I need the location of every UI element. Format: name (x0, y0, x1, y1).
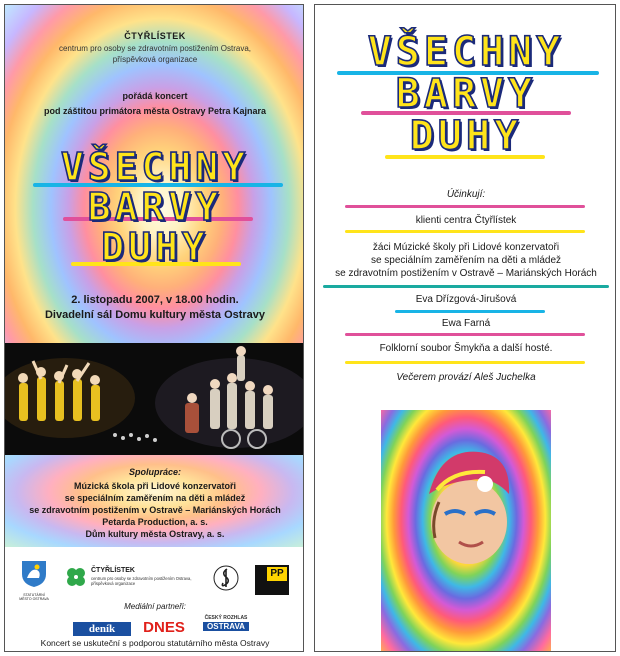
dnes-logo (143, 619, 185, 637)
performers-heading: Účinkují: (446, 189, 486, 200)
performer-line: Eva Dřízgová-Jirušová (415, 294, 517, 305)
ctyrlistek-logo-name: ČTYŘLÍSTEK (91, 567, 135, 574)
org-description-line2: příspěvková organizace (112, 55, 198, 64)
denik-logo-text: deník (88, 623, 116, 635)
child-rainbow-picture (381, 410, 551, 652)
denik-logo (73, 622, 131, 636)
divider-yellow (345, 361, 585, 364)
treble-clef-icon (213, 565, 239, 591)
divider-yellow (345, 230, 585, 233)
stage-photo-illustration (5, 343, 304, 455)
divider-teal (323, 285, 609, 288)
city-logo (19, 558, 49, 601)
performer-line: Folklorní soubor Šmykňa a další hosté. (379, 343, 553, 354)
ctyrlistek-logo-sub: centrum pro osoby se zdravotním postižením Ostrava, příspěvková organizace (91, 576, 192, 586)
presents-text: pořádá koncert (122, 91, 188, 101)
stage-photo (5, 343, 304, 455)
performer-line: se speciálním zaměřením na děti a mládež (370, 255, 562, 266)
patron-text: pod záštitou primátora města Ostravy Petra Kajnara (43, 106, 267, 116)
event-date: 2. listopadu 2007, v 18.00 hodin. (71, 294, 239, 306)
sponsor-line: Múzická škola při Lidové konzervatoři (73, 481, 237, 491)
event-venue: Divadelní sál Domu kultury města Ostravy (44, 309, 266, 321)
sponsor-line: Dům kultury města Ostravy, a. s. (85, 529, 225, 539)
city-crest-icon (19, 558, 49, 588)
title-word-3: DUHY (409, 113, 523, 159)
media-partners-heading: Mediální partneři: (124, 602, 186, 611)
divider-magenta (345, 205, 585, 208)
performer-line: Ewa Farná (441, 318, 491, 329)
divider-cyan (395, 310, 545, 313)
host-line: Večerem provází Aleš Juchelka (396, 372, 536, 383)
music-school-logo (213, 565, 239, 591)
child-face-illustration (381, 410, 551, 652)
title-word-2: BARVY (395, 71, 537, 117)
poster-right (314, 4, 616, 652)
title-word-1: VŠECHNY (60, 145, 250, 189)
title-word-1: VŠECHNY (367, 29, 565, 75)
pp-logo-text: PP (267, 567, 287, 581)
dnes-logo-text: DNES (143, 619, 185, 636)
sponsor-line: se zdravotním postižením v Ostravě – Mariánských Horách (29, 505, 281, 515)
cesky-rozhlas-logo (203, 615, 249, 637)
ctyrlistek-logo (65, 566, 197, 592)
performer-line: klienti centra Čtyřlístek (415, 215, 517, 226)
performer-line: žáci Múzické školy při Lidové konzervatoři (372, 242, 560, 253)
four-leaf-clover-icon (65, 566, 87, 588)
org-description-line1: centrum pro osoby se zdravotním postižením Ostrava, (58, 44, 252, 53)
title-word-2: BARVY (87, 185, 223, 229)
poster-left (4, 4, 304, 652)
rozhlas-logo-top: ČESKÝ ROZHLAS (204, 615, 248, 621)
title-word-3: DUHY (101, 225, 209, 269)
support-note: Koncert se uskuteční s podporou statutárního města Ostravy (40, 638, 270, 648)
petarda-production-logo (255, 565, 289, 595)
sponsor-line: se speciálním zaměřením na děti a mládež (64, 493, 246, 503)
rozhlas-logo-bottom: OSTRAVA (203, 622, 249, 631)
sponsor-line: Petarda Production, a. s. (102, 517, 208, 527)
divider-magenta (345, 333, 585, 336)
sponsors-heading: Spolupráce: (128, 467, 181, 477)
org-name: ČTYŘLÍSTEK (124, 31, 186, 41)
city-logo-caption: STATUTÁRNÍ MĚSTO OSTRAVA (19, 593, 49, 601)
performer-line: se zdravotním postižením v Ostravě – Mariánských Horách (335, 268, 597, 279)
